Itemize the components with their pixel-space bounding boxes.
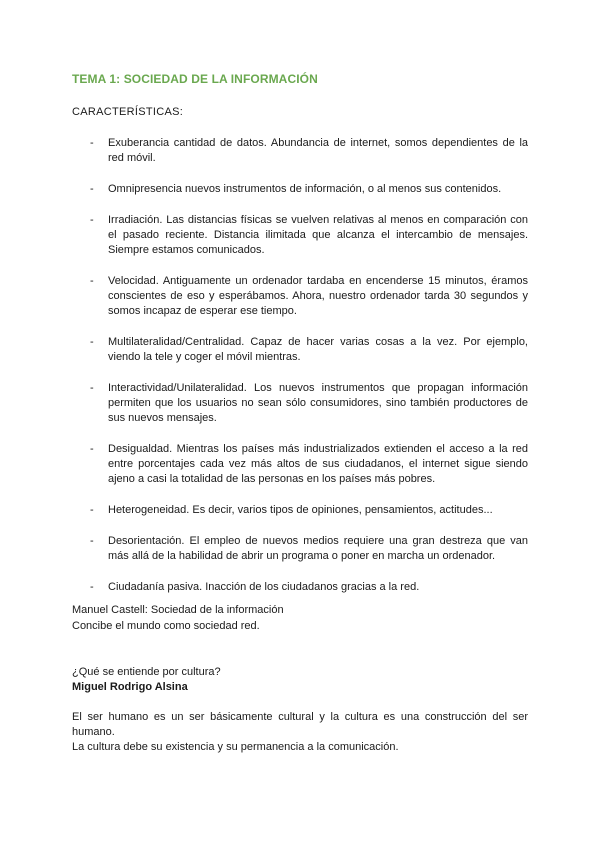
section-heading: CARACTERÍSTICAS: bbox=[72, 106, 184, 118]
dash-bullet: - bbox=[90, 214, 94, 226]
list-item-text: Desigualdad. Mientras los países más industrializados extienden el acceso a la red entre porcentajes cada vez más altos de sus ciudadanos, el internet sigue siendo ajeno a casi la totalidad de las personas en los países más pobres. bbox=[108, 443, 528, 485]
characteristics-list bbox=[72, 136, 528, 611]
list-item-text: Omnipresencia nuevos instrumentos de información, o al menos sus contenidos. bbox=[108, 183, 502, 195]
list-item bbox=[72, 335, 528, 365]
dash-bullet: - bbox=[90, 275, 94, 287]
author-name: Miguel Rodrigo Alsina bbox=[72, 681, 188, 693]
document-title: TEMA 1: SOCIEDAD DE LA INFORMACIÓN bbox=[72, 72, 318, 86]
list-item bbox=[72, 442, 528, 487]
dash-bullet: - bbox=[90, 137, 94, 149]
dash-bullet: - bbox=[90, 336, 94, 348]
castell-description: Concibe el mundo como sociedad red. bbox=[72, 620, 260, 632]
list-item-text: Irradiación. Las distancias físicas se vuelven relativas al menos en comparación con el pasado reciente. Distancia ilimitada que alcanza el intercambio de mensajes. Siempre estamos comunicados. bbox=[108, 214, 528, 256]
list-item bbox=[72, 213, 528, 258]
dash-bullet: - bbox=[90, 183, 94, 195]
list-item bbox=[72, 274, 528, 319]
culture-question: ¿Qué se entiende por cultura? bbox=[72, 666, 221, 678]
list-item bbox=[72, 381, 528, 426]
list-item-text: Velocidad. Antiguamente un ordenador tardaba en encenderse 15 minutos, éramos conscientes de eso y esperábamos. Ahora, nuestro ordenador tarda 30 segundos y somos incapaz de esperar ese tiempo. bbox=[108, 275, 528, 317]
list-item bbox=[72, 182, 528, 197]
list-item-text: Desorientación. El empleo de nuevos medios requiere una gran destreza que van más allá de la habilidad de abrir un programa o poner en marcha un ordenador. bbox=[108, 535, 528, 562]
list-item-text: Multilateralidad/Centralidad. Capaz de hacer varias cosas a la vez. Por ejemplo, viendo la tele y coger el móvil mientras. bbox=[108, 336, 528, 363]
closing-paragraph: El ser humano es un ser básicamente cultural y la cultura es una construcción del ser humano. bbox=[72, 711, 528, 738]
list-item-text: Heterogeneidad. Es decir, varios tipos de opiniones, pensamientos, actitudes... bbox=[108, 504, 493, 516]
dash-bullet: - bbox=[90, 504, 94, 516]
list-item-text: Exuberancia cantidad de datos. Abundancia de internet, somos dependientes de la red móvil. bbox=[108, 137, 528, 164]
dash-bullet: - bbox=[90, 443, 94, 455]
list-item bbox=[72, 136, 528, 166]
list-item-text: Interactividad/Unilateralidad. Los nuevos instrumentos que propagan información permiten que los usuarios no sean sólo consumidores, sino también productores de sus nuevos mensajes. bbox=[108, 382, 528, 424]
list-item bbox=[72, 534, 528, 564]
list-item bbox=[72, 503, 528, 518]
list-item bbox=[72, 580, 528, 595]
list-item-text: Ciudadanía pasiva. Inacción de los ciudadanos gracias a la red. bbox=[108, 581, 420, 593]
dash-bullet: - bbox=[90, 581, 94, 593]
dash-bullet: - bbox=[90, 535, 94, 547]
closing-line: La cultura debe su existencia y su permanencia a la comunicación. bbox=[72, 741, 399, 753]
castell-line: Manuel Castell: Sociedad de la información bbox=[72, 604, 284, 616]
dash-bullet: - bbox=[90, 382, 94, 394]
